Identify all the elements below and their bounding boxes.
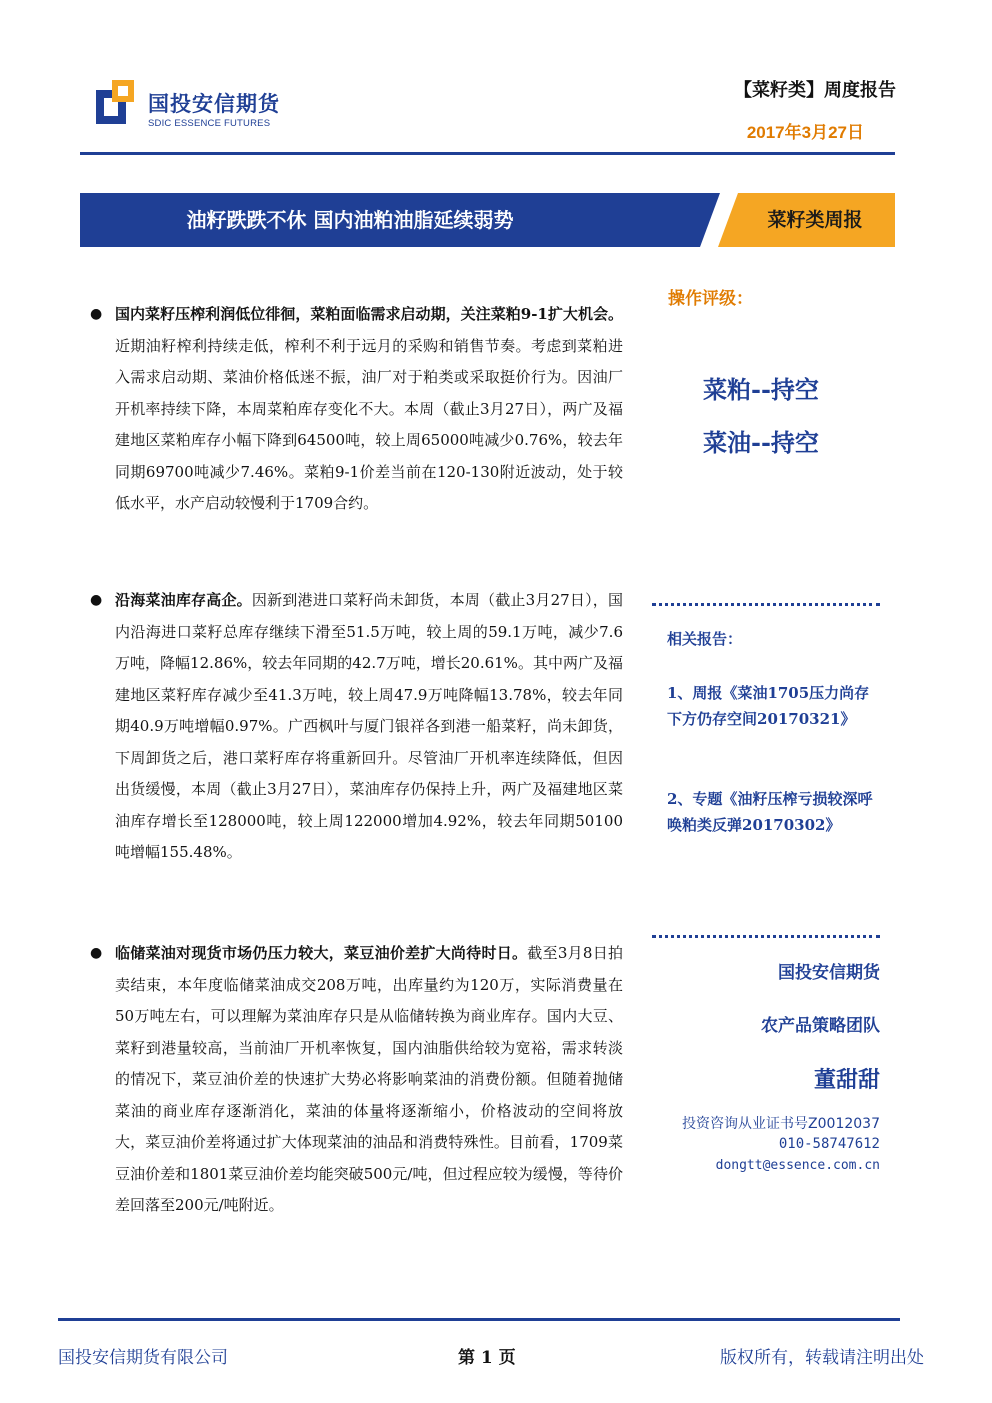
- company-logo: [96, 76, 281, 136]
- report-headline: 油籽跌跌不休 国内油粕油脂延续弱势: [186, 208, 514, 232]
- author-team: 农产品策略团队: [761, 1016, 880, 1036]
- paragraph-lead: 沿海菜油库存高企。: [115, 591, 252, 609]
- analyst-name: 董甜甜: [813, 1068, 880, 1093]
- paragraph-reserve-oil: [115, 938, 623, 1222]
- paragraph-body: 近期油籽榨利持续走低，榨利不利于远月的采购和销售节奏。考虑到菜粕进入需求启动期、菜油价格低迷不振，油厂对于粕类或采取挺价行为。因油厂开机率持续下降，本周菜粕库存变化不大。本周（截止3月27日），两广及福建地区菜粕库存小幅下降到64500吨，较上周65000吨减少0.76%，较去年同期69700吨减少7.46%。菜粕9-1价差当前在120-130附近波动，处于较低水平，水产启动较慢利于1709合约。: [115, 336, 623, 512]
- analyst-email[interactable]: dongtt@essence.com.cn: [715, 1158, 880, 1173]
- related-report-1[interactable]: 1、周报《菜油1705压力尚存 下方仍存空间20170321》: [667, 684, 870, 728]
- page-number: 第 1 页: [458, 1348, 516, 1368]
- report-type: 【菜籽类】周度报告: [734, 80, 896, 101]
- report-date: 2017年3月27日: [746, 123, 864, 142]
- report-category-tag: 菜籽类周报: [767, 209, 863, 231]
- logo-text-en: SDIC ESSENCE FUTURES: [148, 118, 271, 129]
- author-organization: 国投安信期货: [778, 963, 880, 983]
- rating-label: 操作评级：: [668, 289, 753, 309]
- paragraph-rapeseed-oil-inventory: [115, 585, 623, 869]
- paragraph-rapeseed-meal: [115, 299, 623, 520]
- rating-rapeseed-oil: 菜油--持空: [703, 428, 819, 457]
- paragraph-lead: 临储菜油对现货市场仍压力较大，菜豆油价差扩大尚待时日。: [115, 944, 528, 962]
- paragraph-body: 因新到港进口菜籽尚未卸货，本周（截止3月27日），国内沿海进口菜籽总库存继续下滑至51.5万吨，较上周的59.1万吨，减少7.6万吨，降幅12.86%，较去年同期的42.7万吨，增长20.61%。其中两广及福建地区菜籽库存减少至41.3万吨，较上周47.9万吨降幅13.78%，较去年同期40.9万吨增幅0.97%。广西枫叶与厦门银祥各到港一船菜籽，尚未卸货，下周卸货之后，港口菜籽库存将重新回升。尽管油厂开机率连续降低，但因出货缓慢，本周（截止3月27日），菜油库存仍保持上升，两广及福建地区菜油库存增长至128000吨，较上周122000增加4.92%，较去年同期50100吨增幅155.48%。: [115, 591, 623, 861]
- related-report-2[interactable]: 2、专题《油籽压榨亏损较深呼唤粕类反弹20170302》: [667, 790, 873, 834]
- bullet-point: ●: [90, 592, 103, 608]
- analyst-phone: 010-58747612: [778, 1136, 880, 1152]
- bullet-point: ●: [90, 945, 103, 961]
- dotted-divider: [652, 603, 880, 606]
- footer-copyright: 版权所有，转载请注明出处: [720, 1348, 924, 1368]
- footer-divider: [58, 1318, 900, 1321]
- rating-rapeseed-meal: 菜粕--持空: [703, 375, 819, 404]
- header-divider: [80, 152, 895, 155]
- title-banner: [80, 193, 895, 247]
- related-reports-title: 相关报告：: [667, 630, 743, 648]
- paragraph-lead: 国内菜籽压榨利润低位徘徊，菜粕面临需求启动期，关注菜粕9-1扩大机会。: [115, 305, 623, 323]
- logo-text-cn: 国投安信期货: [148, 92, 280, 116]
- dotted-divider: [652, 935, 880, 938]
- analyst-certificate: 投资咨询从业证书号Z0012037: [682, 1116, 880, 1132]
- bullet-point: ●: [90, 306, 103, 322]
- paragraph-body: 截至3月8日拍卖结束，本年度临储菜油成交208万吨，出库量约为120万，实际消费量在50万吨左右，可以理解为菜油库存只是从临储转换为商业库存。国内大豆、菜籽到港量较高，当前油厂开机率恢复，国内油脂供给较为宽裕，需求转淡的情况下，菜豆油价差的快速扩大势必将影响菜油的消费份额。但随着抛储菜油的商业库存逐渐消化，菜油的体量将逐渐缩小，价格波动的空间将放大，菜豆油价差将通过扩大体现菜油的油品和消费特殊性。目前看，1709菜豆油价差和1801菜豆油价差均能突破500元/吨，但过程应较为缓慢，等待价差回落至200元/吨附近。: [115, 944, 623, 1214]
- logo-mark-icon: [96, 80, 138, 128]
- footer-company: 国投安信期货有限公司: [58, 1348, 228, 1368]
